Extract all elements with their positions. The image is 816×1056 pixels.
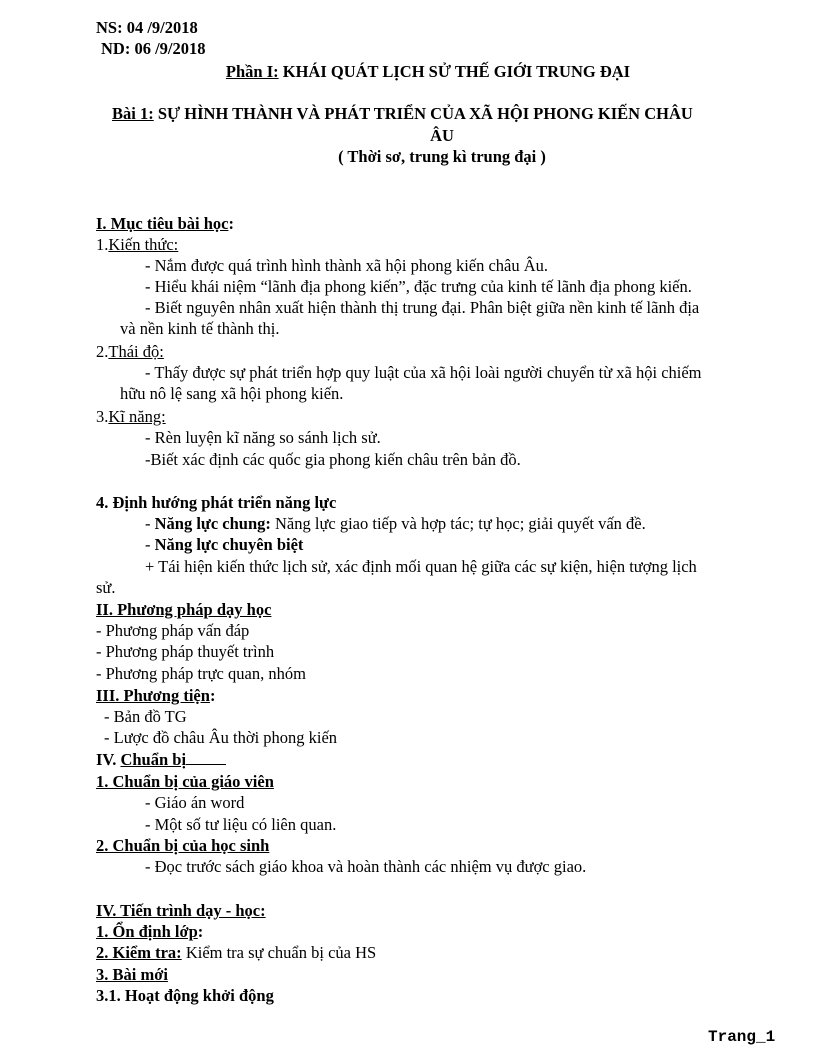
- lesson-title-text: SỰ HÌNH THÀNH VÀ PHÁT TRIỂN CỦA XÃ HỘI PHONG KIẾN CHÂU: [153, 104, 693, 123]
- competence-specific-prefix: -: [145, 535, 155, 554]
- knowledge-item: - Biết nguyên nhân xuất hiện thành thị trung đại. Phân biệt giữa nền kinh tế lãnh địa: [145, 298, 700, 317]
- competence-general: [145, 514, 646, 534]
- methods-heading: II. Phương pháp dạy học: [96, 600, 272, 619]
- teacher-prep-heading: 1. Chuẩn bị của giáo viên: [96, 772, 274, 791]
- student-prep-item: - Đọc trước sách giáo khoa và hoàn thành các nhiệm vụ được giao.: [145, 857, 587, 876]
- part-title-text: KHÁI QUÁT LỊCH SỬ THẾ GIỚI TRUNG ĐẠI: [278, 62, 631, 81]
- lesson-title-line1: [112, 104, 693, 124]
- process-heading: IV. Tiến trình dạy - học:: [96, 901, 266, 920]
- competence-specific-text: + Tái hiện kiến thức lịch sử, xác định mối quan hệ giữa các sự kiện, hiện tượng lịch: [145, 557, 697, 576]
- means-heading-colon: :: [209, 686, 216, 705]
- means-item: - Bản đồ TG: [104, 707, 187, 726]
- knowledge-num: 1.: [96, 235, 109, 254]
- skills-item: -Biết xác định các quốc gia phong kiến châu trên bản đồ.: [145, 450, 521, 469]
- means-heading-text: III. Phương tiện: [96, 686, 210, 705]
- attitude-item: hữu nô lệ sang xã hội phong kiến.: [120, 384, 344, 403]
- page-number: Trang_1: [708, 1028, 776, 1046]
- means-heading: [96, 686, 215, 706]
- knowledge-item: - Hiểu khái niệm “lãnh địa phong kiến”, đặc trưng của kinh tế lãnh địa phong kiến.: [145, 277, 692, 296]
- skills-heading: [96, 407, 166, 427]
- step31: 3.1. Hoạt động khởi động: [96, 986, 274, 1005]
- attitude-num: 2.: [96, 342, 109, 361]
- lesson-title-line2: ÂU: [430, 126, 454, 145]
- preparation-num: IV.: [96, 750, 121, 769]
- objectives-heading-colon: :: [228, 214, 234, 233]
- skills-item: - Rèn luyện kĩ năng so sánh lịch sử.: [145, 428, 381, 447]
- step3: 3. Bài mới: [96, 965, 168, 984]
- lesson-label: Bài 1:: [112, 104, 154, 123]
- part-label: Phần I:: [225, 62, 279, 81]
- knowledge-item: - Nắm được quá trình hình thành xã hội phong kiến châu Âu.: [145, 256, 549, 275]
- methods-item: - Phương pháp trực quan, nhóm: [96, 664, 306, 683]
- objectives-heading: [96, 214, 234, 234]
- competence-general-label: Năng lực chung:: [154, 514, 271, 533]
- methods-item: - Phương pháp vấn đáp: [96, 621, 250, 640]
- step1: [96, 922, 203, 942]
- teacher-prep-item: - Một số tư liệu có liên quan.: [145, 815, 337, 834]
- knowledge-item: và nền kinh tế thành thị.: [120, 319, 280, 338]
- objectives-heading-text: I. Mục tiêu bài học: [96, 214, 229, 233]
- lesson-subtitle: ( Thời sơ, trung kì trung đại ): [338, 147, 546, 166]
- means-item: - Lược đồ châu Âu thời phong kiến: [104, 728, 338, 747]
- attitude-item: - Thấy được sự phát triển hợp quy luật của xã hội loài người chuyển từ xã hội chiếm: [145, 363, 702, 382]
- part-title: [0, 62, 816, 82]
- student-prep-heading: 2. Chuẩn bị của học sinh: [96, 836, 270, 855]
- ns-date: NS: 04 /9/2018: [96, 18, 198, 37]
- step2: [96, 943, 376, 963]
- skills-num: 3.: [96, 407, 109, 426]
- competence-specific-label: Năng lực chuyên biệt: [154, 535, 304, 554]
- preparation-underline: [186, 750, 226, 765]
- step1-colon: :: [197, 922, 204, 941]
- step1-label: 1. Ổn định lớp: [96, 922, 198, 941]
- competence-general-prefix: -: [145, 514, 155, 533]
- step2-text: Kiểm tra sự chuẩn bị của HS: [181, 943, 377, 962]
- attitude-label: Thái độ:: [108, 342, 164, 361]
- competence-heading: 4. Định hướng phát triển năng lực: [96, 493, 337, 512]
- attitude-heading: [96, 342, 164, 362]
- knowledge-heading: [96, 235, 178, 255]
- skills-label: Kĩ năng:: [108, 407, 166, 426]
- competence-general-text: Năng lực giao tiếp và hợp tác; tự học; giải quyết vấn đề.: [270, 514, 646, 533]
- knowledge-label: Kiến thức:: [108, 235, 179, 254]
- nd-date: ND: 06 /9/2018: [101, 39, 206, 58]
- preparation-heading: [96, 750, 226, 770]
- competence-specific: [145, 535, 303, 555]
- teacher-prep-item: - Giáo án word: [145, 793, 245, 812]
- competence-specific-text-cont: sử.: [96, 578, 116, 597]
- preparation-label: Chuẩn bị: [120, 750, 187, 769]
- step2-label: 2. Kiểm tra:: [96, 943, 182, 962]
- methods-item: - Phương pháp thuyết trình: [96, 642, 275, 661]
